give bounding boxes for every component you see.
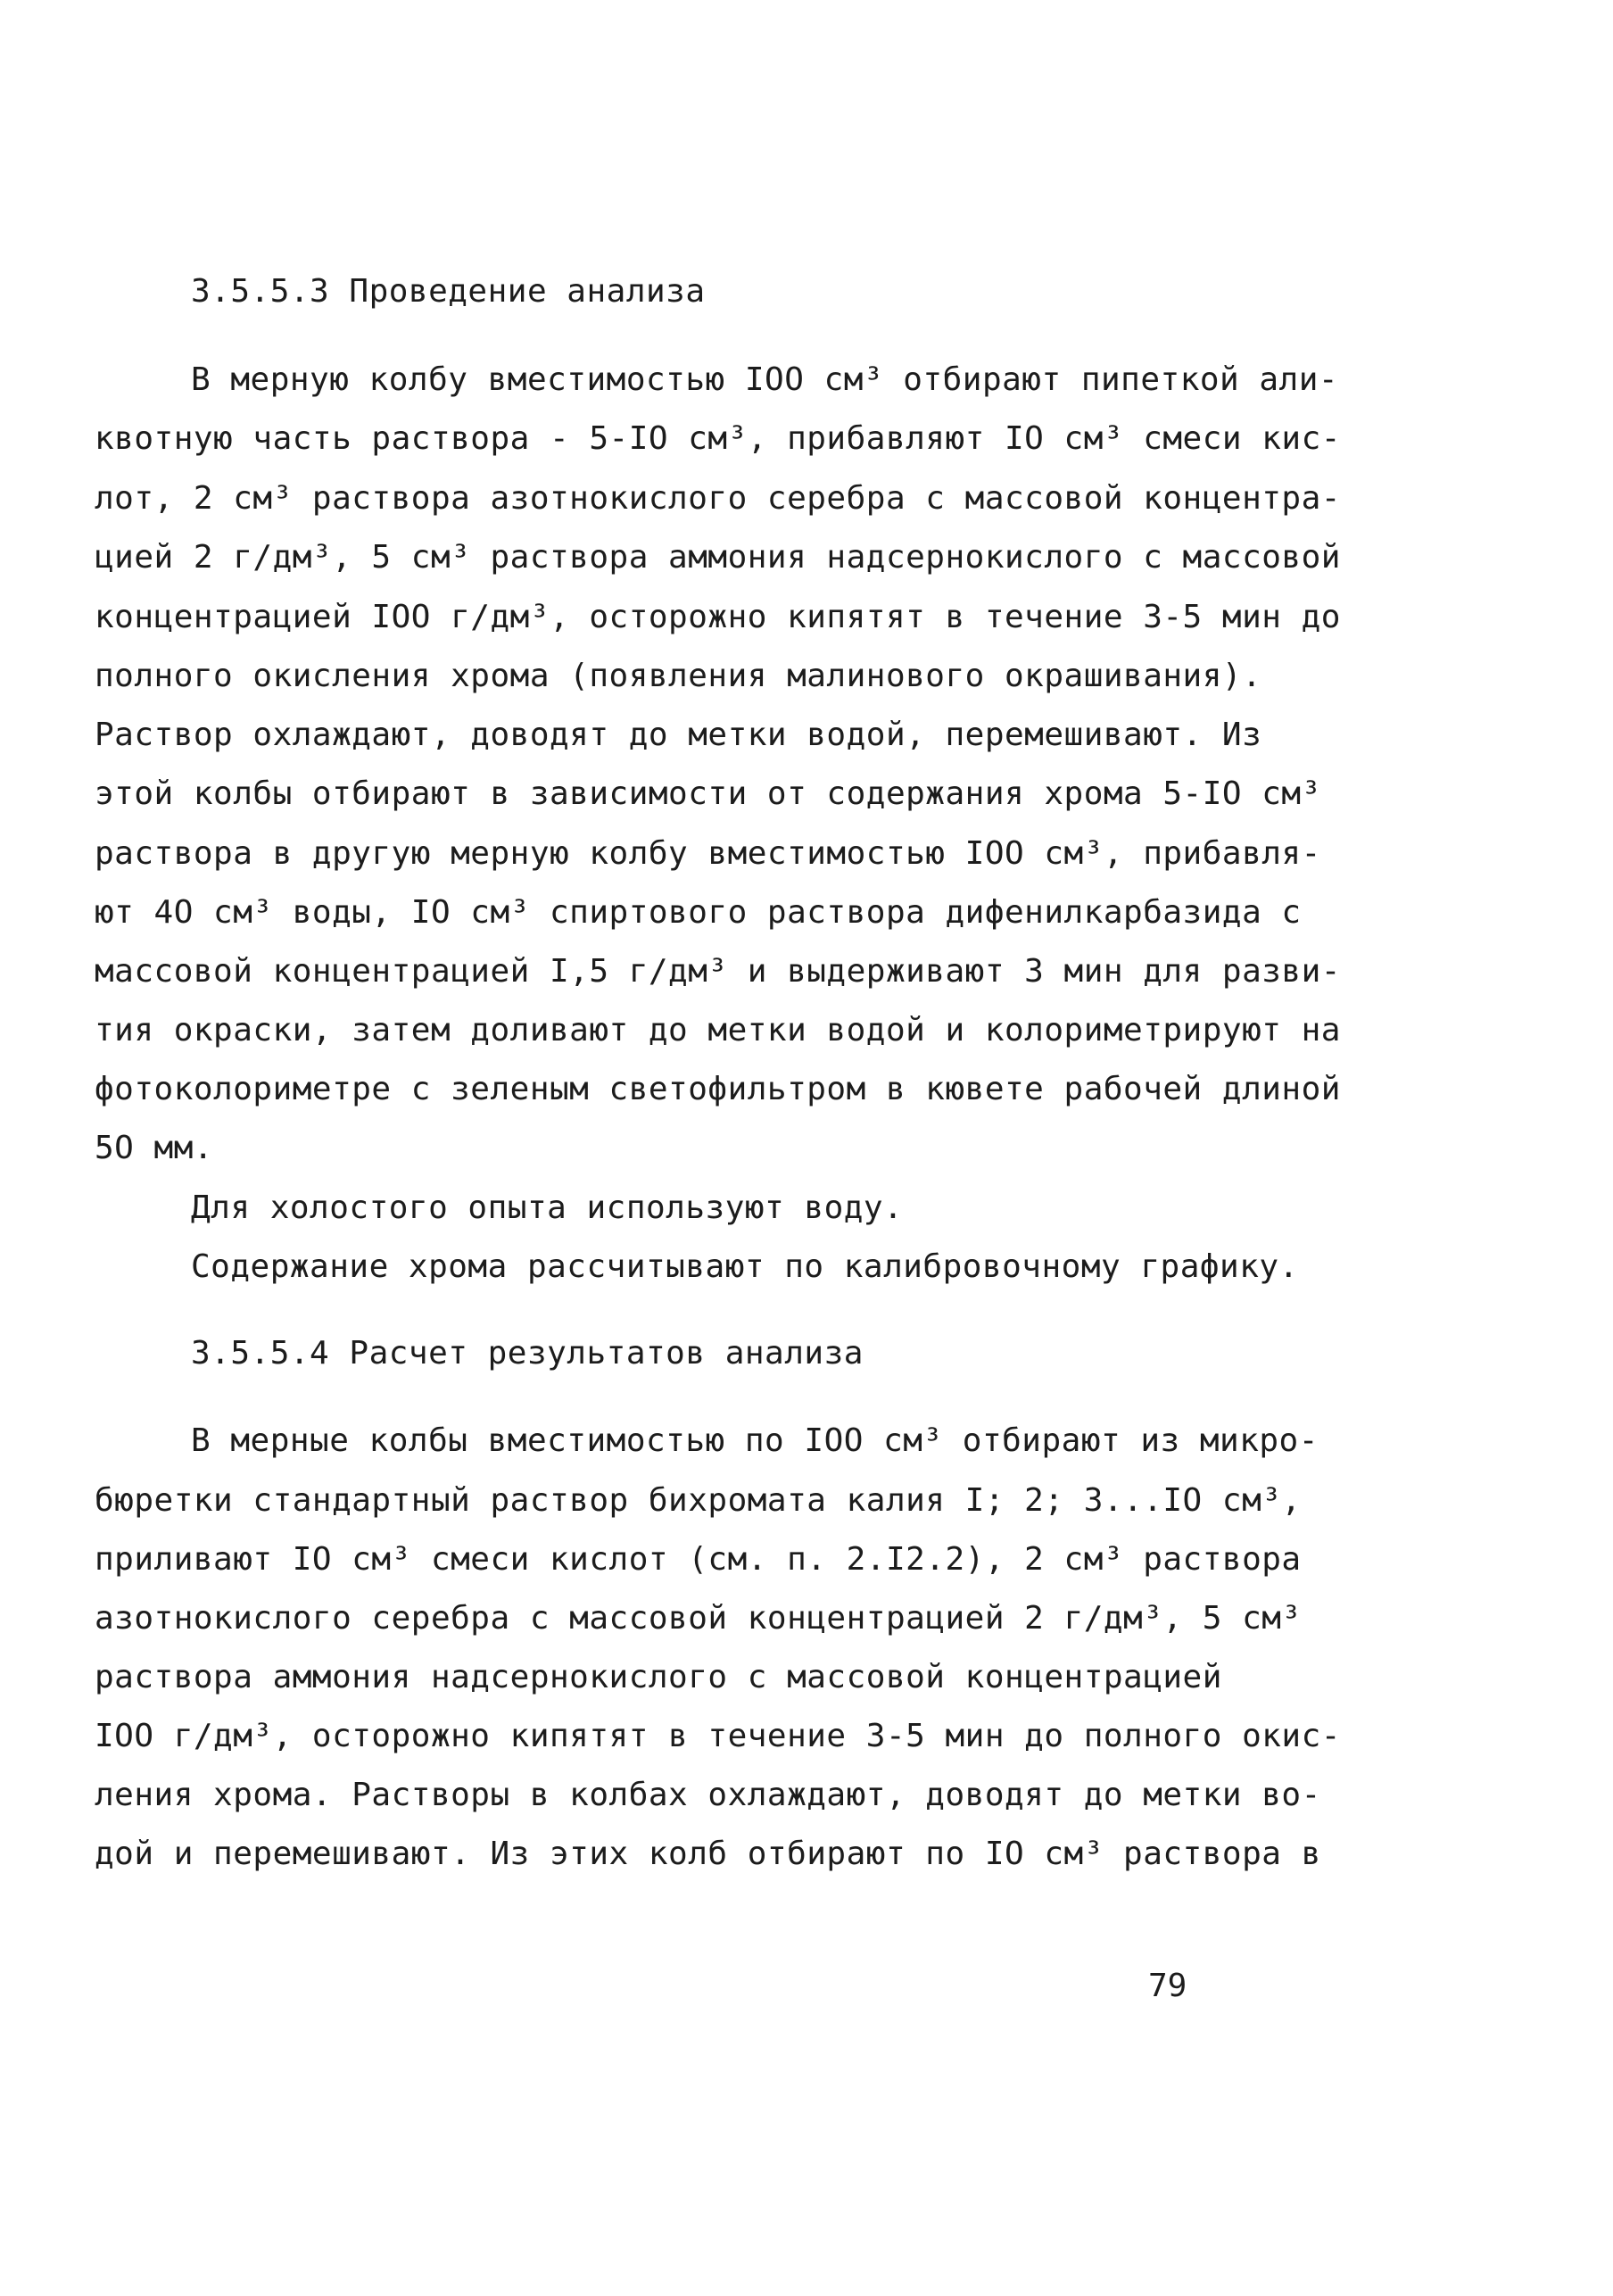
paragraph-line: IOO г/дм³, осторожно кипятят в течение 3-5 мин до полного окис- bbox=[95, 1718, 1341, 1754]
paragraph-line: В мерные колбы вместимостью по IOO см³ отбирают из микро- bbox=[191, 1422, 1319, 1459]
paragraph-line: ления хрома. Растворы в колбах охлаждают, доводят до метки во- bbox=[95, 1777, 1321, 1813]
paragraph-line: квотную часть раствора - 5-IO см³, прибавляют IO см³ смеси кис- bbox=[95, 420, 1341, 457]
page-number: 79 bbox=[1148, 1968, 1187, 2004]
paragraph-line: приливают IO см³ смеси кислот (см. п. 2.I2.2), 2 см³ раствора bbox=[95, 1541, 1302, 1578]
paragraph-line: массовой концентрацией I,5 г/дм³ и выдерживают 3 мин для разви- bbox=[95, 953, 1341, 990]
paragraph-line: Для холостого опыта используют воду. bbox=[191, 1189, 904, 1226]
paragraph-line: азотнокислого серебра с массовой концентрацией 2 г/дм³, 5 см³ bbox=[95, 1600, 1302, 1637]
paragraph-line: 5O мм. bbox=[95, 1130, 214, 1166]
paragraph-line: раствора в другую мерную колбу вместимостью IOO см³, прибавля- bbox=[95, 835, 1321, 872]
paragraph-line: дой и перемешивают. Из этих колб отбирают по IO см³ раствора в bbox=[95, 1836, 1321, 1872]
paragraph-line: Содержание хрома рассчитывают по калибровочному графику. bbox=[191, 1248, 1299, 1285]
paragraph-line: фотоколориметре с зеленым светофильтром в кювете рабочей длиной bbox=[95, 1071, 1341, 1107]
paragraph-line: лот, 2 см³ раствора азотнокислого серебра с массовой концентра- bbox=[95, 480, 1341, 517]
paragraph-line: раствора аммония надсернокислого с массовой концентрацией bbox=[95, 1659, 1222, 1695]
paragraph-line: бюретки стандартный раствор бихромата калия I; 2; 3...IO см³, bbox=[95, 1482, 1302, 1519]
paragraph-line: этой колбы отбирают в зависимости от содержания хрома 5-IO см³ bbox=[95, 775, 1321, 812]
section-heading-analysis: 3.5.5.3 Проведение анализа bbox=[191, 273, 706, 310]
paragraph-line: В мерную колбу вместимостью IOO см³ отбирают пипеткой али- bbox=[191, 361, 1339, 398]
section-heading-calculation: 3.5.5.4 Расчет результатов анализа bbox=[191, 1335, 864, 1372]
paragraph-line: полного окисления хрома (появления малинового окрашивания). bbox=[95, 658, 1262, 694]
paragraph-line: тия окраски, затем доливают до метки водой и колориметрируют на bbox=[95, 1012, 1341, 1049]
paragraph-line: цией 2 г/дм³, 5 см³ раствора аммония надсернокислого с массовой bbox=[95, 539, 1341, 576]
paragraph-line: Раствор охлаждают, доводят до метки водой, перемешивают. Из bbox=[95, 717, 1262, 753]
paragraph-line: ют 4O см³ воды, IO см³ спиртового раствора дифенилкарбазида с bbox=[95, 894, 1302, 931]
paragraph-line: концентрацией IOO г/дм³, осторожно кипятят в течение 3-5 мин до bbox=[95, 599, 1341, 635]
